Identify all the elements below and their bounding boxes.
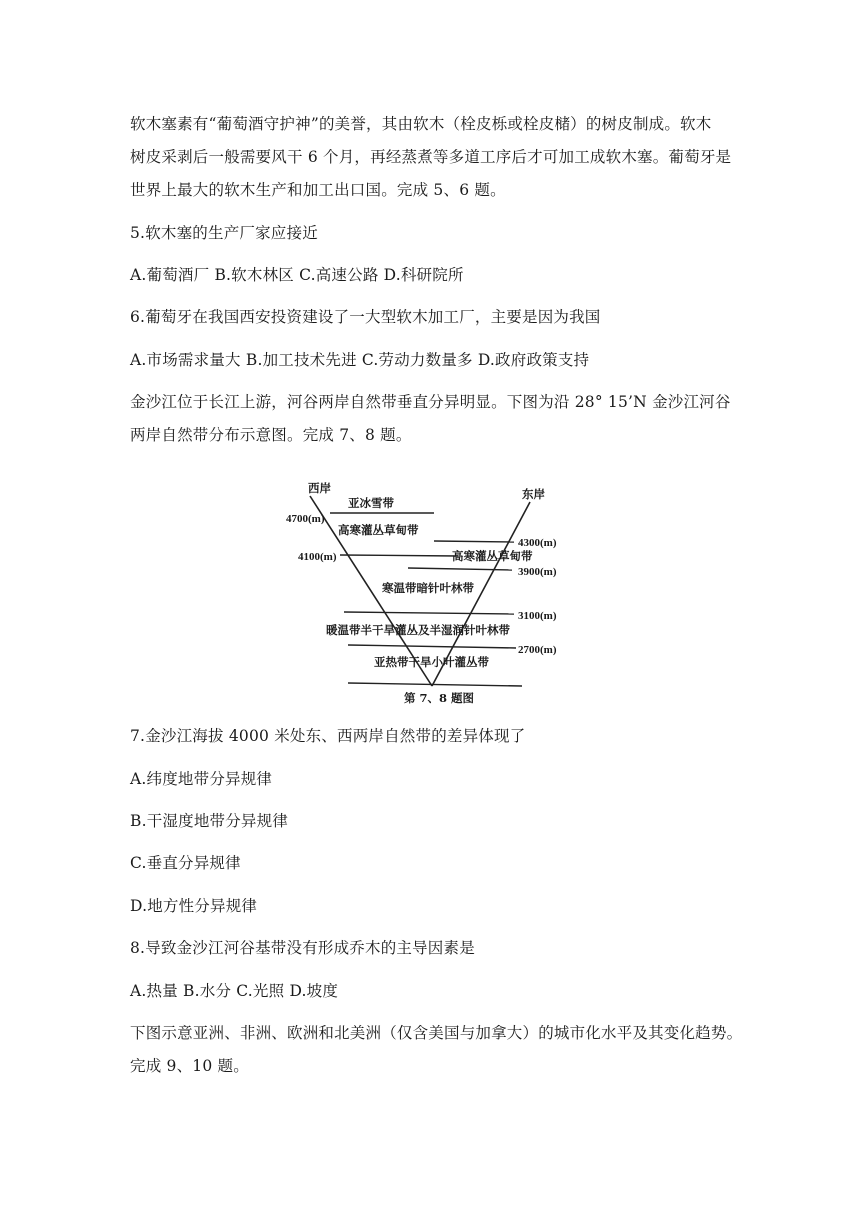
boundary-4300 <box>434 541 514 542</box>
passage-1-line-1: 软木塞素有“葡萄酒守护神”的美誉，其由软木（栓皮栎或栓皮槠）的树皮制成。软木 <box>130 115 712 133</box>
elevation-e3900: 3900(m) <box>518 566 557 578</box>
zone-cold-conifer: 寒温带暗针叶林带 <box>382 581 474 595</box>
zonation-svg <box>278 476 578 704</box>
elevation-w4100: 4100(m) <box>298 551 337 563</box>
jinsha-river-zonation-diagram <box>278 476 578 704</box>
zone-alpine-shrub-west: 高寒灌丛草甸带 <box>338 523 419 537</box>
passage-2-line-2: 两岸自然带分布示意图。完成 7、8 题。 <box>130 426 412 444</box>
zone-warm-temperate: 暖温带半干旱灌丛及半湿润针叶林带 <box>326 623 510 637</box>
west-bank-label: 西岸 <box>308 481 331 495</box>
zone-subtropical: 亚热带干旱小叶灌丛带 <box>374 655 489 669</box>
boundary-3900 <box>408 568 512 570</box>
elevation-e4300: 4300(m) <box>518 537 557 549</box>
passage-1-line-2: 树皮采剥后一般需要风干 6 个月，再经蒸煮等多道工序后才可加工成软木塞。葡萄牙是 <box>130 148 732 166</box>
zone-subglacial: 亚冰雪带 <box>348 496 394 510</box>
passage-3-line-1: 下图示意亚洲、非洲、欧洲和北美洲（仅含美国与加拿大）的城市化水平及其变化趋势。 <box>130 1024 743 1042</box>
east-bank-label: 东岸 <box>522 487 545 501</box>
question-5: 5.软木塞的生产厂家应接近 <box>130 224 318 242</box>
passage-3-line-2: 完成 9、10 题。 <box>130 1057 249 1075</box>
elevation-w4700: 4700(m) <box>286 513 325 525</box>
question-8: 8.导致金沙江河谷基带没有形成乔木的主导因素是 <box>130 939 475 957</box>
question-7-option-b: B.干湿度地带分异规律 <box>130 812 289 830</box>
boundary-2700 <box>348 645 516 648</box>
passage-2-line-1: 金沙江位于长江上游，河谷两岸自然带垂直分异明显。下图为沿 28° 15’N 金沙江河谷 <box>130 393 731 411</box>
elevation-e2700: 2700(m) <box>518 644 557 656</box>
question-7-option-c: C.垂直分异规律 <box>130 854 241 872</box>
question-5-options: A.葡萄酒厂 B.软木林区 C.高速公路 D.科研院所 <box>130 266 464 284</box>
figure-caption: 第 7、8 题图 <box>404 691 475 704</box>
base-line <box>348 683 522 686</box>
boundary-3100 <box>344 612 514 614</box>
question-6: 6.葡萄牙在我国西安投资建设了一大型软木加工厂，主要是因为我国 <box>130 308 601 326</box>
question-7-option-a: A.纬度地带分异规律 <box>130 770 273 788</box>
question-7-option-d: D.地方性分异规律 <box>130 897 258 915</box>
question-6-options: A.市场需求量大 B.加工技术先进 C.劳动力数量多 D.政府政策支持 <box>130 351 590 369</box>
zone-alpine-shrub-east: 高寒灌丛草甸带 <box>452 549 533 563</box>
question-8-options: A.热量 B.水分 C.光照 D.坡度 <box>130 982 339 1000</box>
elevation-e3100: 3100(m) <box>518 610 557 622</box>
boundary-4100 <box>340 555 458 556</box>
passage-1-line-3: 世界上最大的软木生产和加工出口国。完成 5、6 题。 <box>130 181 506 199</box>
question-7: 7.金沙江海拔 4000 米处东、西两岸自然带的差异体现了 <box>130 727 526 745</box>
